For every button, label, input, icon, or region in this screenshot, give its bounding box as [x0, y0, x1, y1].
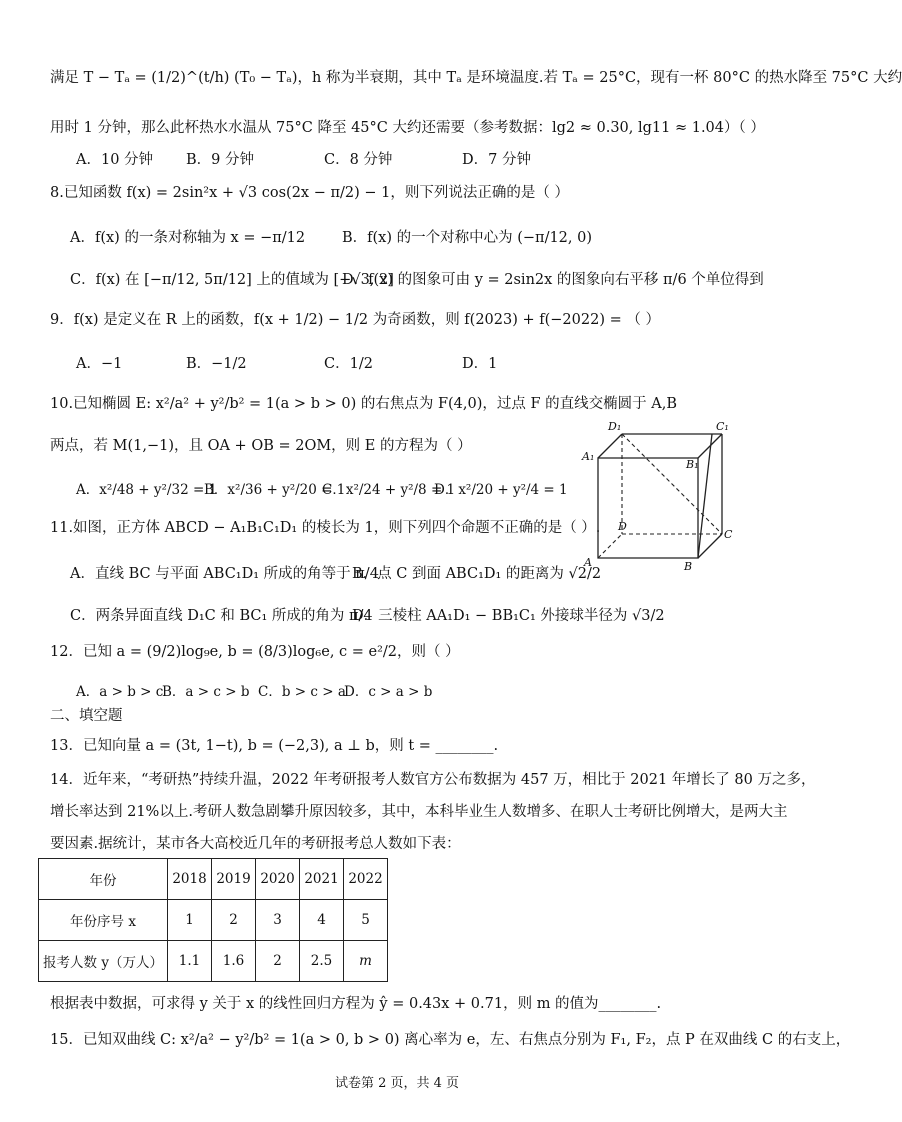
table-cell: 报考人数 y（万人）	[39, 941, 168, 982]
q14-question: 根据表中数据，可求得 y 关于 x 的线性回归方程为 ŷ = 0.43x + 0.71，则 m 的值为________.	[50, 996, 662, 1012]
q8-options-row-1	[70, 226, 592, 247]
q10-option-b: B．x²/36 + y²/20 = 1	[204, 482, 346, 498]
label-c1: C₁	[716, 420, 729, 433]
exam-registration-table	[38, 858, 388, 982]
label-d: D	[618, 520, 627, 533]
table-cell: 年份序号 x	[39, 900, 168, 941]
q7-options	[76, 148, 531, 169]
table-cell: m	[344, 941, 388, 982]
q10-stem-line-2: 两点，若 M(1,−1)，且 OA + OB = 2OM，则 E 的方程为（ ）	[50, 438, 472, 454]
q7-option-d: D．7 分钟	[462, 152, 531, 168]
page-footer: 试卷第 2 页，共 4 页	[334, 1076, 460, 1091]
q8-option-c: C．f(x) 在 [−π/12, 5π/12] 上的值域为 [−√3, 2]	[70, 272, 394, 288]
q12-option-a: A．a > b > c	[76, 684, 164, 700]
q8-option-d: D．f(x) 的图象可由 y = 2sin2x 的图象向右平移 π/6 个单位得到	[342, 272, 764, 288]
table-cell: 2019	[212, 859, 256, 900]
table-cell: 2021	[300, 859, 344, 900]
q8-options-row-2	[70, 268, 764, 289]
q12-option-c: C．b > c > a	[258, 684, 346, 700]
q9-option-d: D．1	[462, 356, 498, 372]
q11-options-row-1	[70, 562, 601, 583]
q8-stem: 8.已知函数 f(x) = 2sin²x + √3 cos(2x − π/2) − 1，则下列说法正确的是（ ）	[50, 185, 569, 201]
q7-option-a: A．10 分钟	[76, 152, 154, 168]
q7-option-b: B．9 分钟	[186, 152, 254, 168]
table-cell: 2	[212, 900, 256, 941]
q12-stem: 12．已知 a = (9/2)log₉e, b = (8/3)log₆e, c = e²/2，则（ ）	[50, 644, 460, 660]
q7-stem-line-1: 满足 T − Tₐ = (1/2)^(t/h) (T₀ − Tₐ)，h 称为半衰期，其中 Tₐ 是环境温度.若 Tₐ = 25°C，现有一杯 80°C 的热水降至 75°C 大约	[50, 70, 902, 86]
q14-stem-line-1: 14．近年来，“考研热”持续升温，2022 年考研报考人数官方公布数据为 457 万，相比于 2021 年增长了 80 万之多，	[50, 772, 816, 788]
q8-option-a: A．f(x) 的一条对称轴为 x = −π/12	[70, 230, 306, 246]
table-cell: 1.1	[168, 941, 212, 982]
q14-stem-line-3: 要因素.据统计，某市各大高校近几年的考研报考总人数如下表：	[50, 836, 461, 852]
q11-options-row-2	[70, 604, 665, 625]
table-row	[39, 900, 388, 941]
label-a: A	[584, 556, 592, 569]
label-a1: A₁	[582, 450, 595, 463]
q9-option-a: A．−1	[76, 356, 123, 372]
q9-options	[76, 352, 497, 373]
cube-figure	[578, 416, 738, 576]
diagonal-bc1	[698, 434, 712, 558]
table-cell: 1	[168, 900, 212, 941]
q9-option-c: C．1/2	[324, 356, 373, 372]
table-row	[39, 859, 388, 900]
label-d1: D₁	[608, 420, 622, 433]
label-b1: B₁	[686, 458, 699, 471]
q11-stem: 11.如图，正方体 ABCD − A₁B₁C₁D₁ 的棱长为 1，则下列四个命题不正确的是（ ）.	[50, 520, 601, 536]
label-b: B	[684, 560, 693, 573]
q10-option-c: C．x²/24 + y²/8 = 1	[322, 482, 456, 498]
table-cell: 2018	[168, 859, 212, 900]
label-c: C	[724, 528, 733, 541]
q13-stem: 13．已知向量 a = (3t, 1−t), b = (−2,3), a ⊥ b，则 t = ________.	[50, 738, 499, 754]
q11-option-c: C．两条异面直线 D₁C 和 BC₁ 所成的角为 π/4	[70, 608, 373, 624]
table-cell: 3	[256, 900, 300, 941]
q15-stem: 15．已知双曲线 C: x²/a² − y²/b² = 1(a > 0, b > 0) 离心率为 e，左、右焦点分别为 F₁, F₂，点 P 在双曲线 C 的右支上，	[50, 1032, 851, 1048]
section-heading-fill-in: 二、填空题	[50, 708, 123, 724]
q12-option-b: B．a > c > b	[162, 684, 250, 700]
table-cell: 2	[256, 941, 300, 982]
table-cell: 4	[300, 900, 344, 941]
q8-option-b: B．f(x) 的一个对称中心为 (−π/12, 0)	[342, 230, 593, 246]
q7-option-c: C．8 分钟	[324, 152, 393, 168]
q14-stem-line-2: 增长率达到 21%以上.考研人数急剧攀升原因较多，其中，本科毕业生人数增多、在职人士考研比例增大，是两大主	[50, 804, 788, 820]
q11-option-d: D．三棱柱 AA₁D₁ − BB₁C₁ 外接球半径为 √3/2	[352, 608, 665, 624]
table-cell: 2022	[344, 859, 388, 900]
table-cell: 2.5	[300, 941, 344, 982]
table-row	[39, 941, 388, 982]
table-cell: 5	[344, 900, 388, 941]
q10-stem-line-1: 10.已知椭圆 E: x²/a² + y²/b² = 1(a > b > 0) 的右焦点为 F(4,0)，过点 F 的直线交椭圆于 A,B	[50, 396, 678, 412]
q7-stem-line-2: 用时 1 分钟，那么此杯热水水温从 75°C 降至 45°C 大约还需要（参考数据：lg2 ≈ 0.30, lg11 ≈ 1.04）（ ）	[50, 120, 765, 136]
q9-option-b: B．−1/2	[186, 356, 247, 372]
table-cell: 1.6	[212, 941, 256, 982]
q10-options	[76, 478, 568, 498]
table-cell: 2020	[256, 859, 300, 900]
table-cell: 年份	[39, 859, 168, 900]
q11-option-a: A．直线 BC 与平面 ABC₁D₁ 所成的角等于 π/4	[70, 566, 379, 582]
q11-option-b: B．点 C 到面 ABC₁D₁ 的距离为 √2/2	[352, 566, 602, 582]
q12-options	[76, 680, 432, 700]
q10-option-a: A．x²/48 + y²/32 = 1	[76, 482, 218, 498]
q10-option-d: D．x²/20 + y²/4 = 1	[434, 482, 568, 498]
q9-stem: 9．f(x) 是定义在 R 上的函数，f(x + 1/2) − 1/2 为奇函数，则 f(2023) + f(−2022) = （ ）	[50, 312, 660, 328]
q12-option-d: D．c > a > b	[344, 684, 433, 700]
